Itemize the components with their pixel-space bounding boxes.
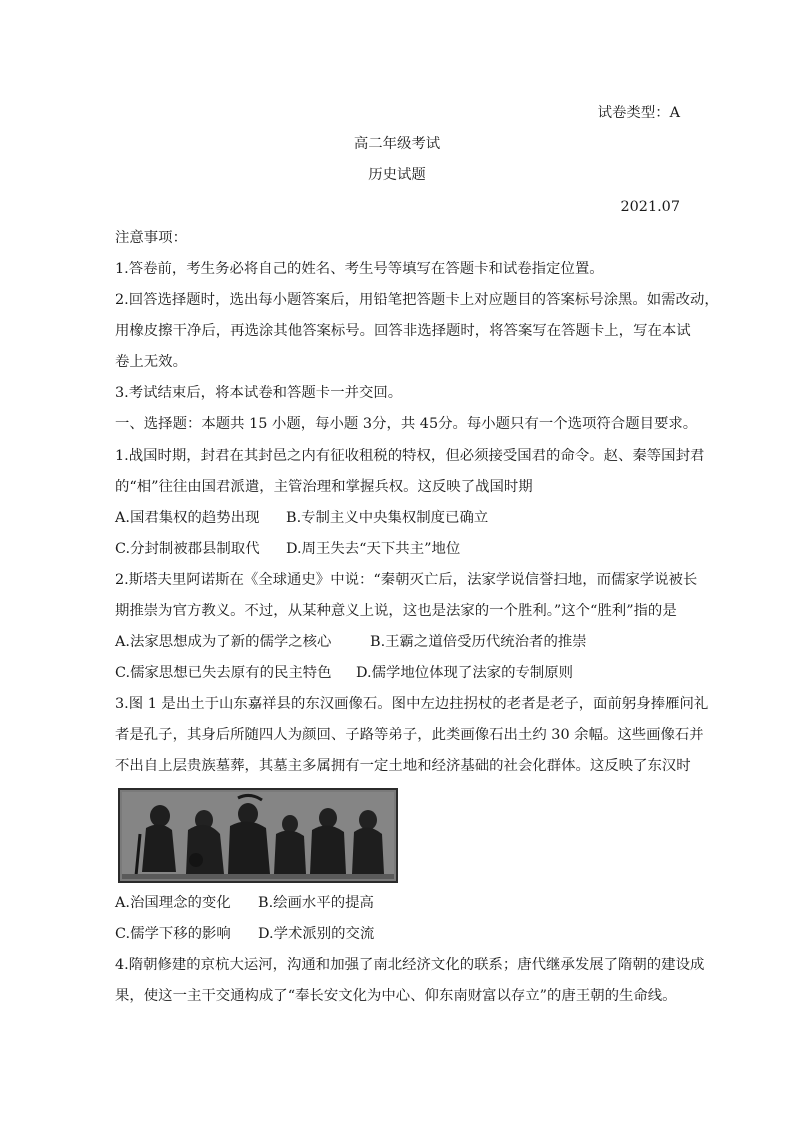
notice-item-1: 1.答卷前，考生务必将自己的姓名、考生号等填写在答题卡和试卷指定位置。 <box>115 261 604 277</box>
q2-stem-line-2: 期推崇为官方教义。不过，从某种意义上说，这也是法家的一个胜利。”这个“胜利”指的是 <box>115 603 677 619</box>
relief-figures-illustration <box>120 790 396 881</box>
q1-stem-line-1: 1.战国时期，封君在其封邑之内有征收租税的特权，但必须接受国君的命令。赵、秦等国封君 <box>115 448 705 464</box>
q3-stem-line-1: 3.图 1 是出土于山东嘉祥县的东汉画像石。图中左边拄拐杖的老者是老子，面前躬身捧雁问礼 <box>115 696 709 712</box>
q1-option-c: C.分封制被郡县制取代 <box>115 541 260 557</box>
notice-title: 注意事项： <box>115 230 187 246</box>
notice-item-2-line-2: 用橡皮擦干净后，再选涂其他答案标号。回答非选择题时，将答案写在答题卡上，写在本试 <box>115 323 691 339</box>
q1-option-a: A.国君集权的趋势出现 <box>115 510 260 526</box>
q4-stem-line-2: 果，使这一主干交通构成了“奉长安文化为中心、仰东南财富以存立”的唐王朝的生命线。 <box>115 988 677 1004</box>
subject-title: 历史试题 <box>368 167 426 183</box>
exam-date: 2021.07 <box>620 199 680 215</box>
notice-item-3: 3.考试结束后，将本试卷和答题卡一并交回。 <box>115 385 403 401</box>
exam-title: 高二年级考试 <box>353 136 441 152</box>
han-stone-relief-image <box>118 788 398 883</box>
q3-option-a: A.治国理念的变化 <box>115 895 231 911</box>
notice-item-2-line-1: 2.回答选择题时，选出每小题答案后，用铅笔把答题卡上对应题目的答案标号涂黑。如需改动， <box>115 292 719 308</box>
q1-stem-line-2: 的“相”往往由国君派遣，主管治理和掌握兵权。这反映了战国时期 <box>115 479 533 495</box>
q3-option-c: C.儒学下移的影响 <box>115 926 231 942</box>
q3-stem-line-2: 者是孔子，其身后所随四人为颜回、子路等弟子，此类画像石出土约 30 余幅。这些画像石并 <box>115 727 704 743</box>
section-heading: 一、选择题：本题共 15 小题，每小题 3分，共 45分。每小题只有一个选项符合题目要求。 <box>115 416 698 432</box>
q1-option-d: D.周王失去“天下共主”地位 <box>286 541 461 557</box>
q3-option-d: D.学术派别的交流 <box>258 926 375 942</box>
paper-type: 试卷类型：A <box>597 105 680 121</box>
q4-stem-line-1: 4.隋朝修建的京杭大运河，沟通和加强了南北经济文化的联系；唐代继承发展了隋朝的建设成 <box>115 957 705 973</box>
q2-option-c: C.儒家思想已失去原有的民主特色 <box>115 665 332 681</box>
q1-option-b: B.专制主义中央集权制度已确立 <box>286 510 489 526</box>
q2-option-d: D.儒学地位体现了法家的专制原则 <box>356 665 574 681</box>
q2-option-a: A.法家思想成为了新的儒学之核心 <box>115 634 332 650</box>
notice-item-2-line-3: 卷上无效。 <box>115 354 187 370</box>
q2-option-b: B.王霸之道倍受历代统治者的推崇 <box>370 634 587 650</box>
q3-option-b: B.绘画水平的提高 <box>258 895 374 911</box>
q3-stem-line-3: 不出自上层贵族墓葬，其墓主多属拥有一定土地和经济基础的社会化群体。这反映了东汉时 <box>115 758 691 774</box>
q2-stem-line-1: 2.斯塔夫里阿诺斯在《全球通史》中说：“秦朝灭亡后，法家学说信誉扫地，而儒家学说被长 <box>115 572 698 588</box>
